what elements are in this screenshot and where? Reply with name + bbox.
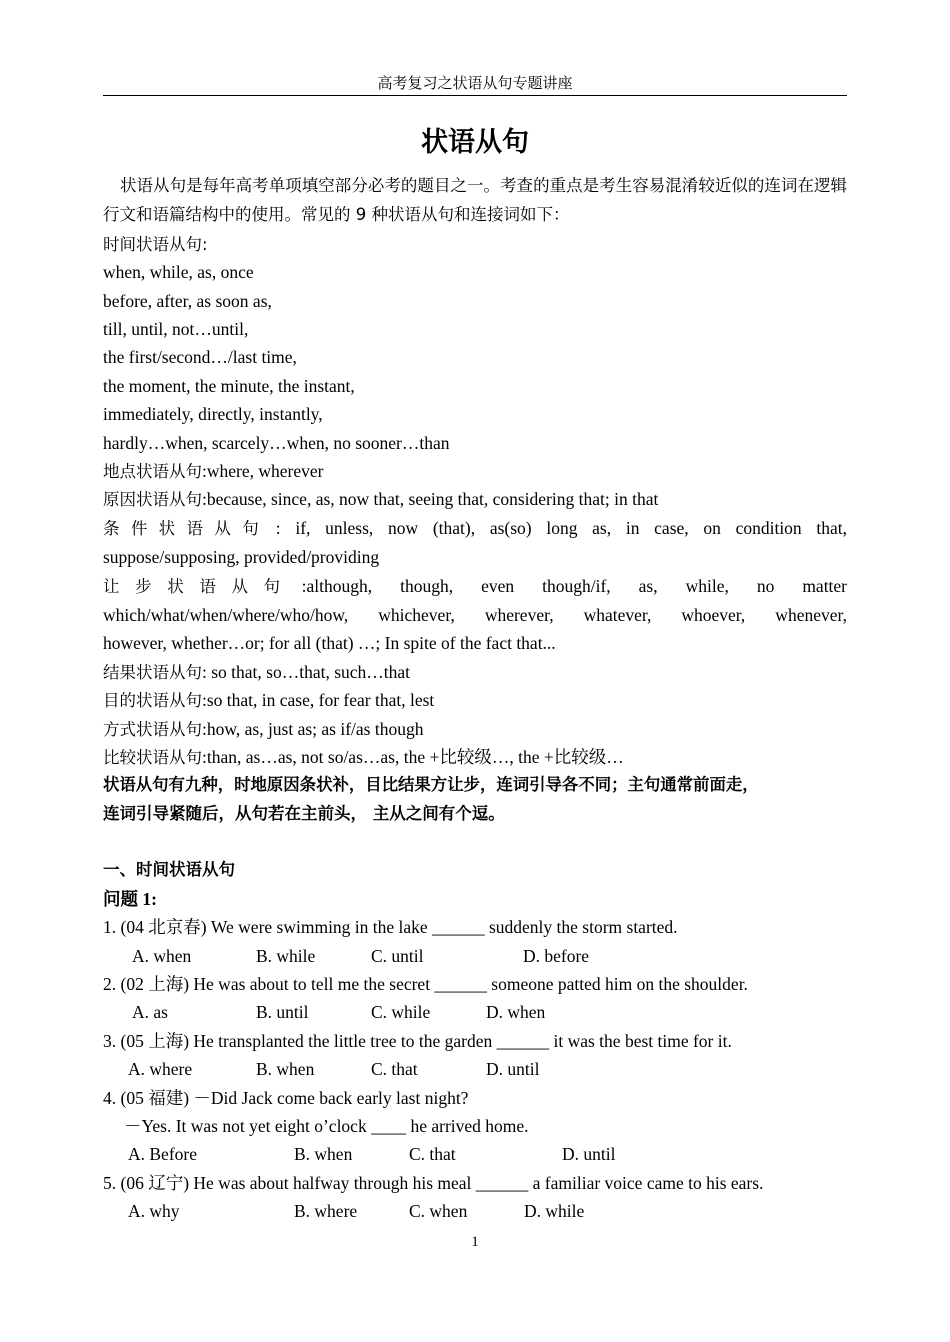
- comparison-label: 比较状语从句: [103, 747, 202, 767]
- question-4-stem: 4. (05 福建) －Did Jack come back early last night?: [103, 1087, 469, 1108]
- option-b: B. when: [294, 1144, 353, 1165]
- option-c: C. until: [371, 945, 424, 966]
- result-conjunctions: : so that, so…that, such…that: [202, 661, 411, 682]
- option-c: C. that: [371, 1059, 418, 1080]
- option-c: C. while: [371, 1002, 431, 1023]
- option-b: B. until: [256, 1002, 309, 1023]
- manner-clause: [103, 715, 847, 743]
- option-d: D. before: [523, 945, 590, 966]
- mnemonic-rhyme-line2: 连词引导紧随后，从句若在主前头， 主从之间有个逗。: [103, 803, 505, 823]
- mnemonic-rhyme-line1: 状语从句有九种，时地原因条状补，目比结果方让步，连词引导各不同；主句通常前面走，: [103, 775, 759, 795]
- time-conjunctions-2: before, after, as soon as,: [103, 290, 272, 311]
- question-1-options: [103, 942, 847, 970]
- page-title: 状语从句: [421, 127, 529, 158]
- purpose-clause: [103, 686, 847, 714]
- option-a: A. Before: [128, 1144, 198, 1165]
- spacer: [103, 828, 847, 856]
- manner-label: 方式状语从句: [103, 719, 202, 739]
- concession-clause-line3: however, whether…or; for all (that) …; In spite of the fact that...: [103, 633, 556, 654]
- page-header: 高考复习之状语从句专题讲座: [377, 76, 573, 92]
- concession-label: 让步状语从句: [103, 576, 296, 596]
- question-3-options: [103, 1055, 847, 1083]
- purpose-conjunctions: :so that, in case, for fear that, lest: [202, 690, 435, 711]
- time-conjunctions-3: till, until, not…until,: [103, 318, 249, 339]
- comparison-clause: [103, 743, 847, 771]
- option-d: D. when: [486, 1002, 546, 1023]
- concession-clause-line1: [103, 572, 847, 601]
- header-rule: [103, 95, 847, 96]
- reason-label: 原因状语从句: [103, 490, 202, 510]
- intro-paragraph: [103, 171, 847, 230]
- condition-clause-line2: suppose/supposing, provided/providing: [103, 547, 380, 568]
- option-c: C. that: [409, 1144, 456, 1165]
- condition-label: 条件状语从句: [103, 518, 271, 538]
- place-clause: [103, 457, 847, 485]
- time-clause-label: 时间状语从句:: [103, 234, 208, 254]
- place-conjunctions: :where, wherever: [202, 460, 324, 481]
- reason-clause: [103, 485, 847, 513]
- question-4-stem-continued: －Yes. It was not yet eight o’clock ____ he arrived home.: [124, 1115, 529, 1136]
- option-a: A. as: [132, 1002, 168, 1023]
- purpose-label: 目的状语从句: [103, 691, 202, 711]
- condition-clause-line1: [103, 514, 847, 543]
- concession-conjunctions-1: :although, though, even though/if, as, while, no matter: [301, 575, 848, 596]
- question-2-stem: 2. (02 上海) He was about to tell me the secret ______ someone patted him on the shoulder.: [103, 974, 748, 995]
- reason-conjunctions: :because, since, as, now that, seeing that, considering that; in that: [202, 489, 659, 510]
- time-conjunctions-7: hardly…when, scarcely…when, no sooner…than: [103, 432, 450, 453]
- option-a: A. where: [128, 1059, 193, 1080]
- document-body: [103, 171, 847, 1226]
- option-c: C. when: [409, 1201, 468, 1222]
- option-d: D. while: [524, 1201, 585, 1222]
- time-conjunctions-1: when, while, as, once: [103, 262, 254, 283]
- time-conjunctions-5: the moment, the minute, the instant,: [103, 375, 355, 396]
- option-d: D. until: [562, 1144, 616, 1165]
- place-label: 地点状语从句: [103, 461, 202, 481]
- option-b: B. while: [256, 945, 316, 966]
- question-4-options: [103, 1140, 847, 1168]
- result-label: 结果状语从句: [103, 662, 202, 682]
- result-clause: [103, 658, 847, 686]
- option-a: A. when: [132, 945, 192, 966]
- comparison-conjunctions: :than, as…as, not so/as…as, the +比较级…, the +比较级…: [202, 746, 624, 767]
- option-d: D. until: [486, 1059, 540, 1080]
- time-conjunctions-4: the first/second…/last time,: [103, 347, 297, 368]
- option-a: A. why: [128, 1201, 180, 1222]
- question-5-options: [103, 1197, 847, 1225]
- section-heading: 一、时间状语从句: [103, 860, 235, 880]
- question-3-stem: 3. (05 上海) He transplanted the little tree to the garden ______ it was the best time for it.: [103, 1030, 732, 1051]
- time-conjunctions-6: immediately, directly, instantly,: [103, 404, 323, 425]
- question-2-options: [103, 998, 847, 1026]
- condition-conjunctions-1: : if, unless, now (that), as(so) long as, in case, on condition that,: [275, 517, 848, 538]
- option-b: B. when: [256, 1059, 315, 1080]
- intro-text: 状语从句是每年高考单项填空部分必考的题目之一。考查的重点是考生容易混淆较近似的连词在逻辑行文和语篇结构中的使用。常见的 9 种状语从句和连接词如下：: [103, 176, 847, 225]
- page-number: 1: [471, 1234, 479, 1250]
- concession-clause-line2: which/what/when/where/who/how, whichever, wherever, whatever, whoever, whenever,: [103, 604, 847, 625]
- question-5-stem: 5. (06 辽宁) He was about halfway through his meal ______ a familiar voice came to his ears.: [103, 1172, 764, 1193]
- problem-label: 问题 1:: [103, 888, 157, 909]
- option-b: B. where: [294, 1201, 358, 1222]
- manner-conjunctions: :how, as, just as; as if/as though: [202, 718, 424, 739]
- question-1-stem: 1. (04 北京春) We were swimming in the lake ______ suddenly the storm started.: [103, 917, 678, 938]
